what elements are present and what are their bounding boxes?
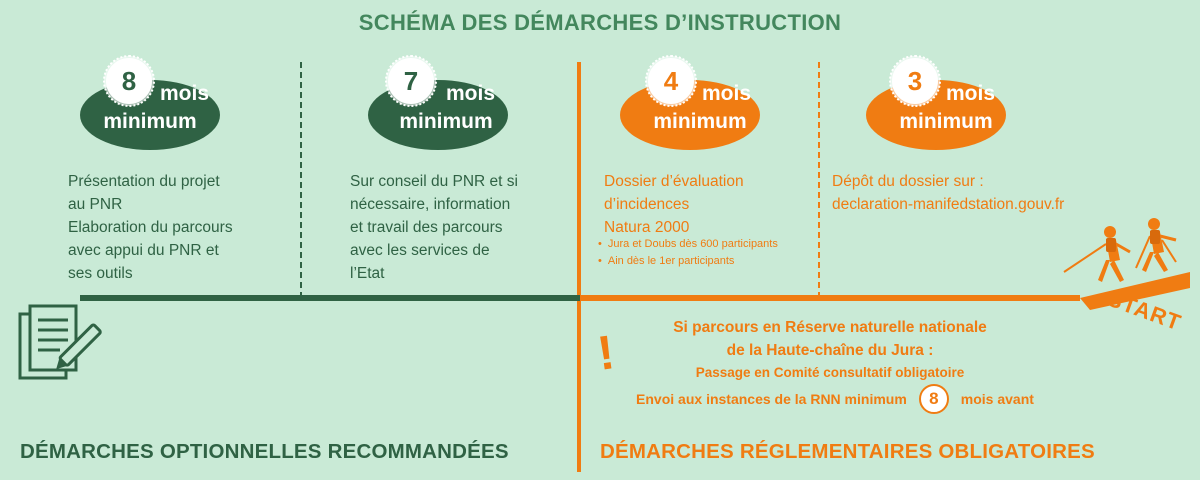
envoi-text-before: Envoi aux instances de la RNN minimum (636, 391, 907, 407)
step-4-line: Dépôt du dossier sur : (832, 173, 984, 190)
step-1-line: ses outils (68, 265, 133, 282)
reserve-line-2: de la Haute-chaîne du Jura : (726, 342, 934, 359)
step-2-line: et travail des parcours (350, 219, 503, 236)
envoi-text-after: mois avant (960, 391, 1034, 407)
timeline-optional (80, 295, 580, 301)
step-2-line: nécessaire, information (350, 196, 511, 213)
start-label: START (1104, 285, 1185, 336)
step-1-text (68, 170, 288, 285)
reserve-info (630, 316, 1030, 384)
step-2-text (350, 170, 570, 285)
timeline-mandatory (580, 295, 1080, 301)
footer-mandatory-label: DÉMARCHES RÉGLEMENTAIRES OBLIGATOIRES (600, 440, 1095, 463)
footer-optional-label: DÉMARCHES OPTIONNELLES RECOMMANDÉES (20, 440, 509, 463)
envoi-row (610, 384, 1060, 414)
step-3-line: d’incidences (604, 196, 690, 213)
step-3-qualifier: minimum (653, 110, 747, 133)
reserve-line-1: Si parcours en Réserve naturelle nationale (673, 319, 987, 336)
step-2-line: l’Etat (350, 265, 385, 282)
step-3-line: Natura 2000 (604, 219, 690, 236)
step-1-line: au PNR (68, 196, 123, 213)
step-3-number: 4 (648, 58, 694, 104)
step-3-bullet: • Jura et Doubs dès 600 participants (598, 236, 818, 253)
page-title: SCHÉMA DES DÉMARCHES D’INSTRUCTION (358, 10, 842, 35)
step-4-qualifier: minimum (899, 110, 993, 133)
step-3-unit: mois (702, 82, 752, 105)
step-2-line: avec les services de (350, 242, 490, 259)
step-2-unit: mois (446, 82, 496, 105)
separator-dashed-2 (818, 62, 820, 298)
step-2-qualifier: minimum (399, 110, 493, 133)
separator-main (577, 62, 581, 472)
step-3-line: Dossier d’évaluation (604, 173, 744, 190)
step-1-unit: mois (160, 82, 210, 105)
step-3-text (604, 170, 814, 239)
step-1-line: avec appui du PNR et (68, 242, 219, 259)
step-3-bullet: • Ain dès le 1er participants (598, 253, 818, 270)
step-3-bullets (598, 236, 818, 270)
step-1-qualifier: minimum (103, 110, 197, 133)
envoi-number: 8 (919, 384, 949, 414)
step-4-line: declaration-manifedstation.gouv.fr (832, 196, 1065, 213)
reserve-line-3: Passage en Comité consultatif obligatoire (695, 365, 965, 380)
step-1-line: Présentation du projet (68, 173, 220, 190)
step-4-number: 3 (892, 58, 938, 104)
step-1-line: Elaboration du parcours (68, 219, 233, 236)
step-2-line: Sur conseil du PNR et si (350, 173, 518, 190)
separator-dashed-1 (300, 62, 302, 298)
step-4-unit: mois (946, 82, 996, 105)
exclamation-icon: ! (594, 326, 618, 381)
step-1-number: 8 (106, 58, 152, 104)
document-pencil-icon (16, 300, 106, 384)
step-2-number: 7 (388, 58, 434, 104)
